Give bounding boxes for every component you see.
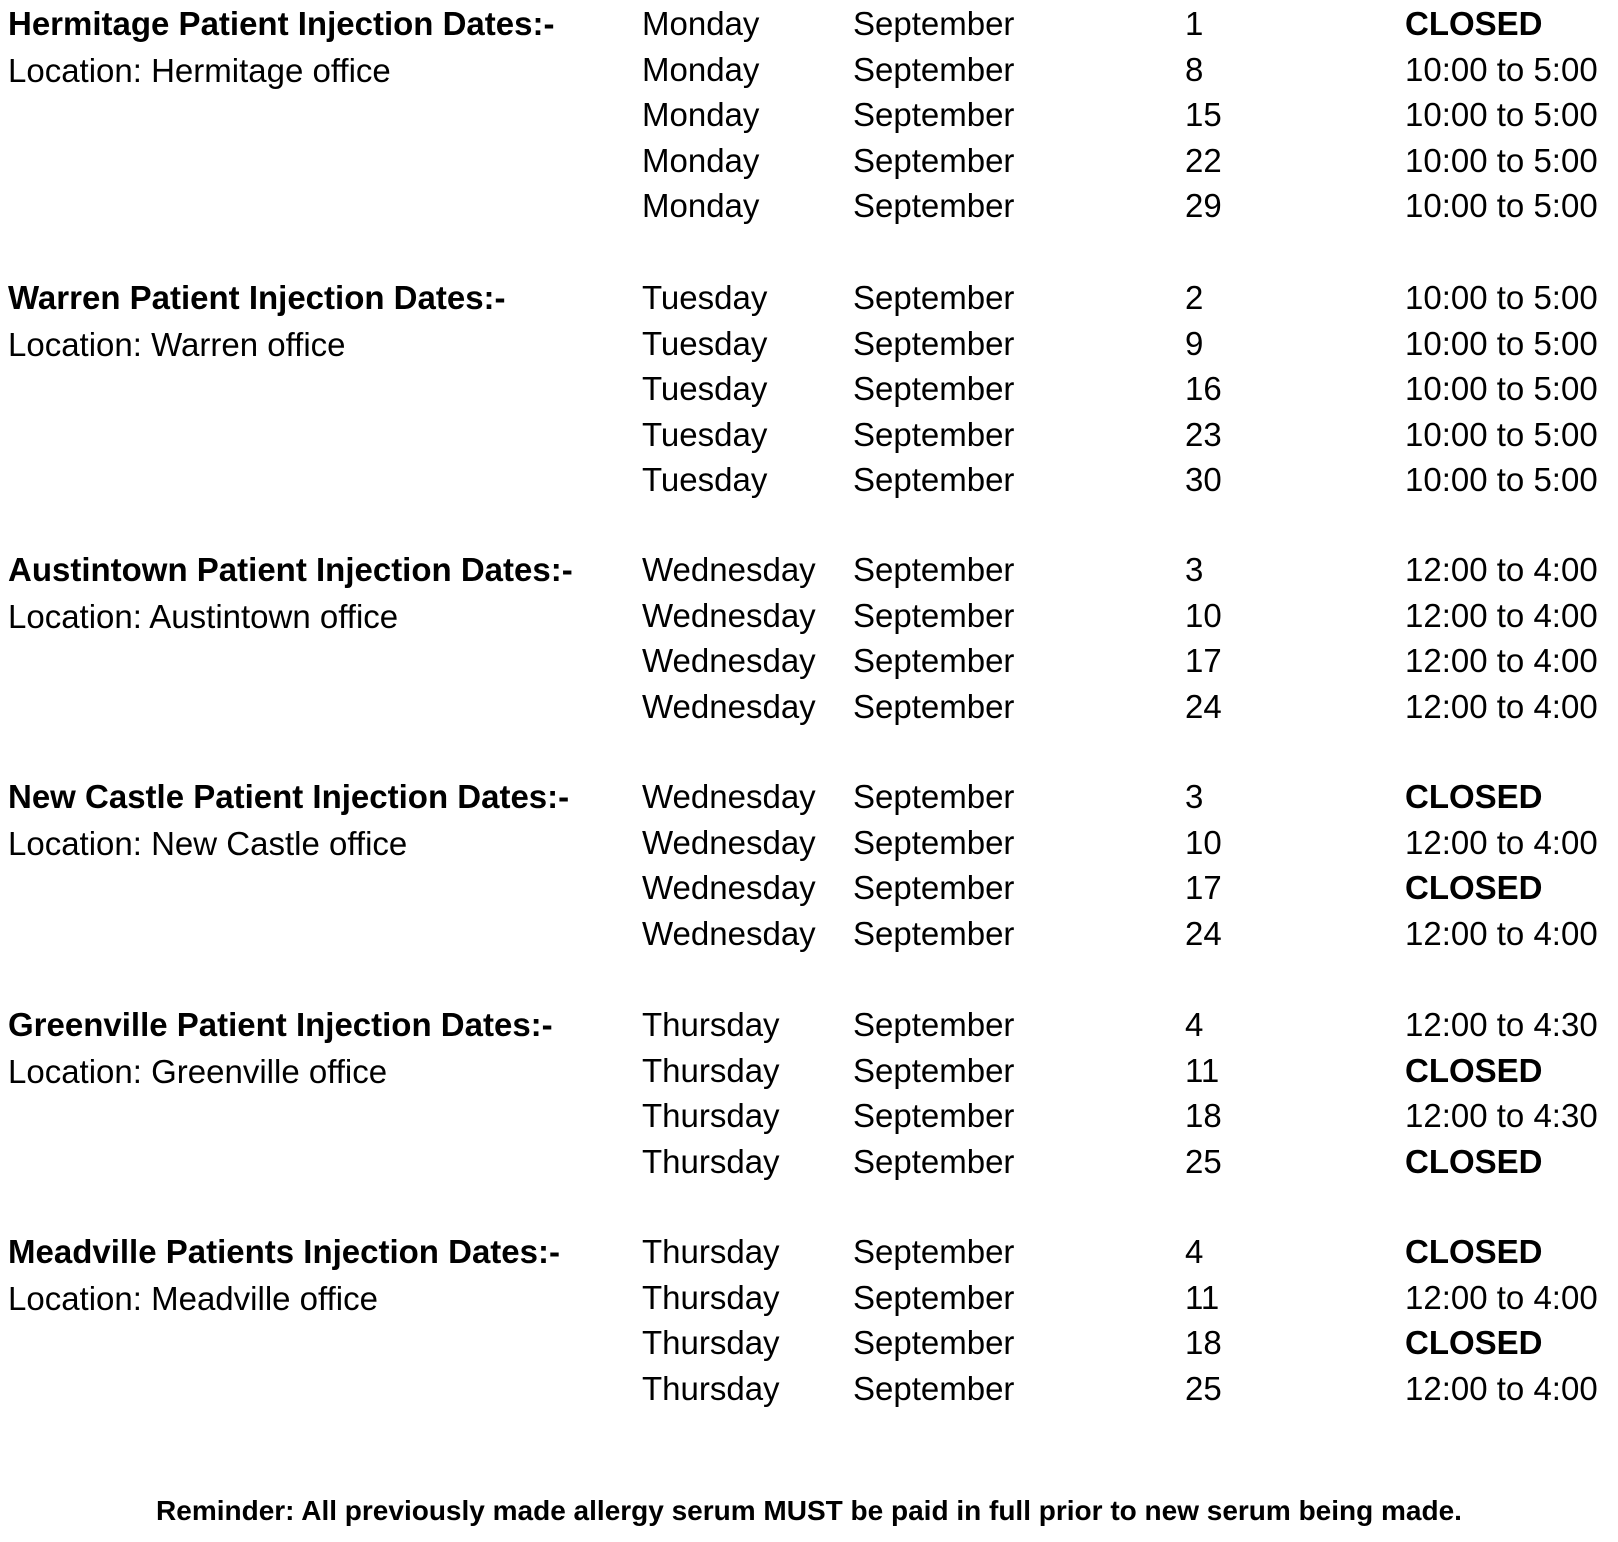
schedule-section	[8, 1001, 1608, 1237]
day-cell: Tuesday	[642, 415, 768, 453]
date-cell: 9	[1185, 324, 1204, 362]
month-cell: September	[853, 50, 1015, 88]
hours-cell: 12:00 to 4:00	[1405, 596, 1598, 634]
date-row	[642, 641, 1612, 687]
hours-cell: CLOSED	[1405, 1233, 1543, 1270]
day-cell: Thursday	[642, 1369, 780, 1407]
day-cell: Wednesday	[642, 687, 816, 725]
month-cell: September	[853, 96, 1015, 133]
schedule-section	[8, 274, 1608, 510]
hours-cell: 10:00 to 5:00	[1405, 96, 1598, 133]
section-location: Location: Hermitage office	[8, 52, 391, 89]
section-location: Location: Austintown office	[8, 598, 399, 635]
date-cell: 3	[1185, 778, 1204, 815]
date-row	[642, 324, 1612, 370]
date-cell: 22	[1185, 141, 1222, 179]
date-row	[642, 278, 1612, 324]
date-cell: 18	[1185, 1324, 1222, 1361]
month-cell: September	[853, 823, 1015, 861]
day-cell: Thursday	[642, 1278, 780, 1316]
day-cell: Wednesday	[642, 869, 816, 906]
date-row	[642, 687, 1612, 733]
section-title: Austintown Patient Injection Dates:-	[8, 551, 573, 588]
hours-cell: 12:00 to 4:00	[1405, 642, 1598, 679]
month-cell: September	[853, 187, 1015, 224]
hours-cell: CLOSED	[1405, 5, 1543, 42]
hours-cell: 10:00 to 5:00	[1405, 279, 1598, 316]
month-cell: September	[853, 914, 1015, 952]
month-cell: September	[853, 596, 1015, 634]
hours-cell: 10:00 to 5:00	[1405, 415, 1598, 453]
date-row	[642, 1142, 1612, 1188]
date-cell: 2	[1185, 279, 1204, 316]
date-row	[642, 369, 1612, 415]
date-row	[642, 4, 1612, 50]
day-cell: Wednesday	[642, 823, 816, 861]
date-row	[642, 1369, 1612, 1415]
payment-reminder: Reminder: All previously made allergy serum MUST be paid in full prior to new serum being made.	[156, 1495, 1462, 1526]
date-row	[642, 1005, 1612, 1051]
section-title: New Castle Patient Injection Dates:-	[8, 778, 570, 815]
day-cell: Wednesday	[642, 551, 816, 588]
date-cell: 30	[1185, 461, 1222, 498]
day-cell: Thursday	[642, 1233, 780, 1270]
month-cell: September	[853, 869, 1015, 906]
month-cell: September	[853, 1369, 1015, 1407]
day-cell: Monday	[642, 141, 760, 179]
month-cell: September	[853, 642, 1015, 679]
month-cell: September	[853, 1233, 1015, 1270]
hours-cell: 12:00 to 4:00	[1405, 1278, 1598, 1316]
date-cell: 4	[1185, 1233, 1204, 1270]
date-row	[642, 1051, 1612, 1097]
date-row	[642, 1232, 1612, 1278]
date-cell: 4	[1185, 1006, 1204, 1043]
day-cell: Thursday	[642, 1097, 780, 1134]
date-cell: 29	[1185, 187, 1222, 224]
day-cell: Monday	[642, 50, 760, 88]
hours-cell: 10:00 to 5:00	[1405, 187, 1598, 224]
date-cell: 24	[1185, 914, 1222, 952]
date-row	[642, 550, 1612, 596]
hours-cell: CLOSED	[1405, 869, 1543, 906]
day-cell: Monday	[642, 5, 760, 42]
hours-cell: 10:00 to 5:00	[1405, 370, 1598, 407]
date-cell: 23	[1185, 415, 1222, 453]
hours-cell: 12:00 to 4:00	[1405, 687, 1598, 725]
month-cell: September	[853, 5, 1015, 42]
month-cell: September	[853, 461, 1015, 498]
hours-cell: 10:00 to 5:00	[1405, 324, 1598, 362]
date-row	[642, 914, 1612, 960]
hours-cell: CLOSED	[1405, 1142, 1543, 1180]
day-cell: Tuesday	[642, 324, 768, 362]
hours-cell: 12:00 to 4:30	[1405, 1006, 1598, 1043]
date-row	[642, 823, 1612, 869]
date-list	[642, 777, 1612, 959]
day-cell: Tuesday	[642, 370, 768, 407]
section-title: Hermitage Patient Injection Dates:-	[8, 5, 555, 42]
month-cell: September	[853, 687, 1015, 725]
month-cell: September	[853, 1324, 1015, 1361]
date-row	[642, 1323, 1612, 1369]
date-row	[642, 186, 1612, 232]
date-cell: 10	[1185, 596, 1222, 634]
date-cell: 8	[1185, 50, 1204, 88]
date-cell: 11	[1185, 1051, 1220, 1089]
day-cell: Thursday	[642, 1142, 780, 1180]
date-row	[642, 596, 1612, 642]
date-cell: 18	[1185, 1097, 1222, 1134]
month-cell: September	[853, 1278, 1015, 1316]
date-list	[642, 550, 1612, 732]
month-cell: September	[853, 370, 1015, 407]
date-cell: 25	[1185, 1142, 1222, 1180]
date-cell: 10	[1185, 823, 1222, 861]
month-cell: September	[853, 141, 1015, 179]
day-cell: Thursday	[642, 1324, 780, 1361]
hours-cell: CLOSED	[1405, 1051, 1543, 1089]
date-cell: 15	[1185, 96, 1222, 133]
section-title: Greenville Patient Injection Dates:-	[8, 1006, 553, 1043]
day-cell: Monday	[642, 96, 760, 133]
schedule-section	[8, 0, 1608, 236]
date-cell: 1	[1185, 5, 1204, 42]
day-cell: Tuesday	[642, 461, 768, 498]
section-location: Location: Meadville office	[8, 1280, 378, 1317]
section-location: Location: Greenville office	[8, 1053, 388, 1090]
hours-cell: CLOSED	[1405, 778, 1543, 815]
schedule-section	[8, 773, 1608, 1009]
date-cell: 16	[1185, 370, 1222, 407]
section-location: Location: Warren office	[8, 326, 346, 363]
date-row	[642, 50, 1612, 96]
day-cell: Monday	[642, 187, 760, 224]
section-location: Location: New Castle office	[8, 825, 408, 862]
date-cell: 24	[1185, 687, 1222, 725]
day-cell: Wednesday	[642, 778, 816, 815]
date-row	[642, 1278, 1612, 1324]
date-list	[642, 1232, 1612, 1414]
date-list	[642, 4, 1612, 232]
month-cell: September	[853, 551, 1015, 588]
hours-cell: 10:00 to 5:00	[1405, 461, 1598, 498]
date-list	[642, 1005, 1612, 1187]
hours-cell: 12:00 to 4:00	[1405, 914, 1598, 952]
date-cell: 17	[1185, 869, 1222, 906]
hours-cell: CLOSED	[1405, 1324, 1543, 1361]
date-row	[642, 95, 1612, 141]
hours-cell: 10:00 to 5:00	[1405, 141, 1598, 179]
section-title: Warren Patient Injection Dates:-	[8, 279, 506, 316]
date-cell: 3	[1185, 551, 1204, 588]
month-cell: September	[853, 1097, 1015, 1134]
month-cell: September	[853, 324, 1015, 362]
day-cell: Wednesday	[642, 596, 816, 634]
date-row	[642, 460, 1612, 506]
day-cell: Wednesday	[642, 914, 816, 952]
section-title: Meadville Patients Injection Dates:-	[8, 1233, 560, 1270]
date-row	[642, 868, 1612, 914]
date-row	[642, 777, 1612, 823]
month-cell: September	[853, 1006, 1015, 1043]
date-cell: 25	[1185, 1369, 1222, 1407]
hours-cell: 12:00 to 4:30	[1405, 1097, 1598, 1134]
month-cell: September	[853, 1051, 1015, 1089]
hours-cell: 10:00 to 5:00	[1405, 50, 1598, 88]
schedule-section	[8, 1228, 1608, 1464]
schedule-section	[8, 546, 1608, 782]
month-cell: September	[853, 279, 1015, 316]
day-cell: Thursday	[642, 1051, 780, 1089]
date-cell: 17	[1185, 642, 1222, 679]
hours-cell: 12:00 to 4:00	[1405, 1369, 1598, 1407]
date-row	[642, 415, 1612, 461]
month-cell: September	[853, 415, 1015, 453]
day-cell: Thursday	[642, 1006, 780, 1043]
month-cell: September	[853, 778, 1015, 815]
date-row	[642, 141, 1612, 187]
date-list	[642, 278, 1612, 506]
day-cell: Wednesday	[642, 642, 816, 679]
date-row	[642, 1096, 1612, 1142]
day-cell: Tuesday	[642, 279, 768, 316]
date-cell: 11	[1185, 1278, 1220, 1316]
hours-cell: 12:00 to 4:00	[1405, 823, 1598, 861]
month-cell: September	[853, 1142, 1015, 1180]
hours-cell: 12:00 to 4:00	[1405, 551, 1598, 588]
